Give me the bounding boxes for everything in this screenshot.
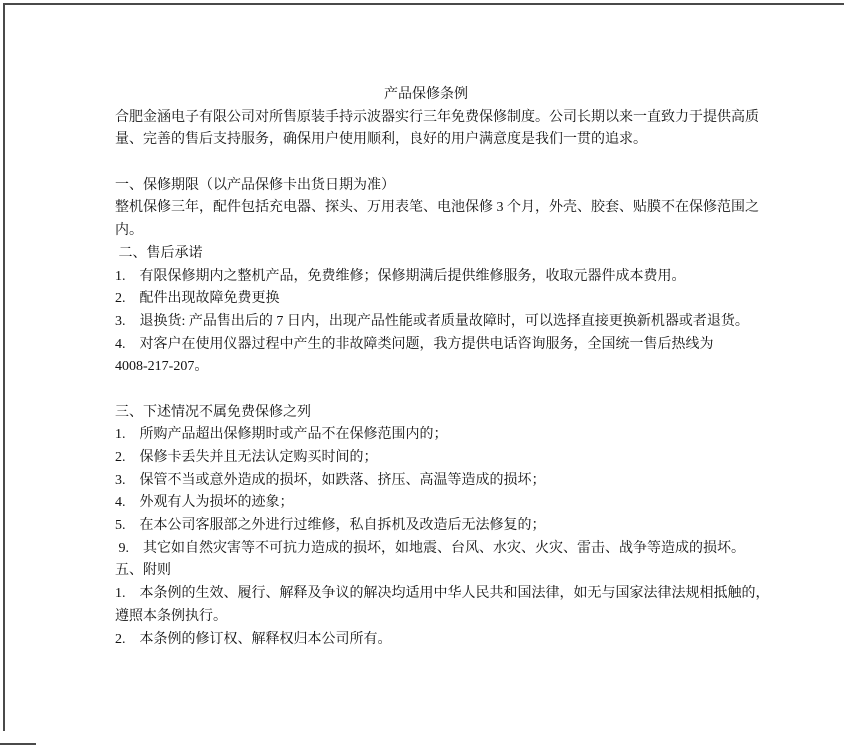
section-2-item-1: 1. 有限保修期内之整机产品，免费维修；保修期满后提供维修服务，收取元器件成本费用。 [115,268,686,284]
section-1-heading: 一、保修期限（以产品保修卡出货日期为准） [115,177,395,193]
intro-line-2: 量、完善的售后支持服务，确保用户使用顺利，良好的用户满意度是我们一贯的追求。 [115,132,647,148]
page-border-top [3,3,844,5]
section-3-item-9: 9. 其它如自然灾害等不可抗力造成的损坏，如地震、台风、水灾、火灾、雷击、战争等造成的损坏。 [115,540,745,556]
section-3-item-5: 5. 在本公司客服部之外进行过维修，私自拆机及改造后无法修复的； [115,518,546,534]
section-1-line-2: 内。 [115,223,143,239]
section-1-line-1: 整机保修三年，配件包括充电器、探头、万用表笔、电池保修 3 个月，外壳、胶套、贴膜不在保修范围之 [115,200,759,216]
section-2-heading: 二、售后承诺 [115,245,203,261]
section-2-item-2: 2. 配件出现故障免费更换 [115,291,280,307]
section-3-item-2: 2. 保修卡丢失并且无法认定购买时间的； [115,450,378,465]
section-2-hotline-line: 4008-217-207。 [115,359,209,375]
page-border-bottom [0,743,36,745]
section-5-item-2: 2. 本条例的修订权、解释权归本公司所有。 [115,631,392,647]
section-5-heading: 五、附则 [115,563,171,579]
document-title: 产品保修条例 [384,87,468,102]
intro-line-1: 合肥金涵电子有限公司对所售原装手持示波器实行三年免费保修制度。公司长期以来一直致力于提供高质 [115,109,759,125]
section-2-item-3: 3. 退换货: 产品售出后的 7 日内，出现产品性能或者质量故障时，可以选择直接更换新机器或者退货。 [115,313,749,329]
section-3-item-1: 1. 所购产品超出保修期时或产品不在保修范围内的； [115,427,448,443]
section-5-item-1-cont: 遵照本条例执行。 [115,608,227,624]
section-5-item-1: 1. 本条例的生效、履行、解释及争议的解决均适用中华人民共和国法律，如无与国家法律法规相抵触的， [115,586,770,602]
page-border-left [3,3,5,731]
section-3-item-3: 3. 保管不当或意外造成的损坏，如跌落、挤压、高温等造成的损坏； [115,472,546,488]
section-3-heading: 三、下述情况不属免费保修之列 [115,404,311,420]
blank-line [115,152,737,175]
document-body [115,84,770,651]
blank-line [115,379,737,402]
section-3-item-4: 4. 外观有人为损坏的迹象； [115,495,294,511]
section-2-item-4: 4. 对客户在使用仪器过程中产生的非故障类问题，我方提供电话咨询服务，全国统一售后热线为 [115,336,714,352]
